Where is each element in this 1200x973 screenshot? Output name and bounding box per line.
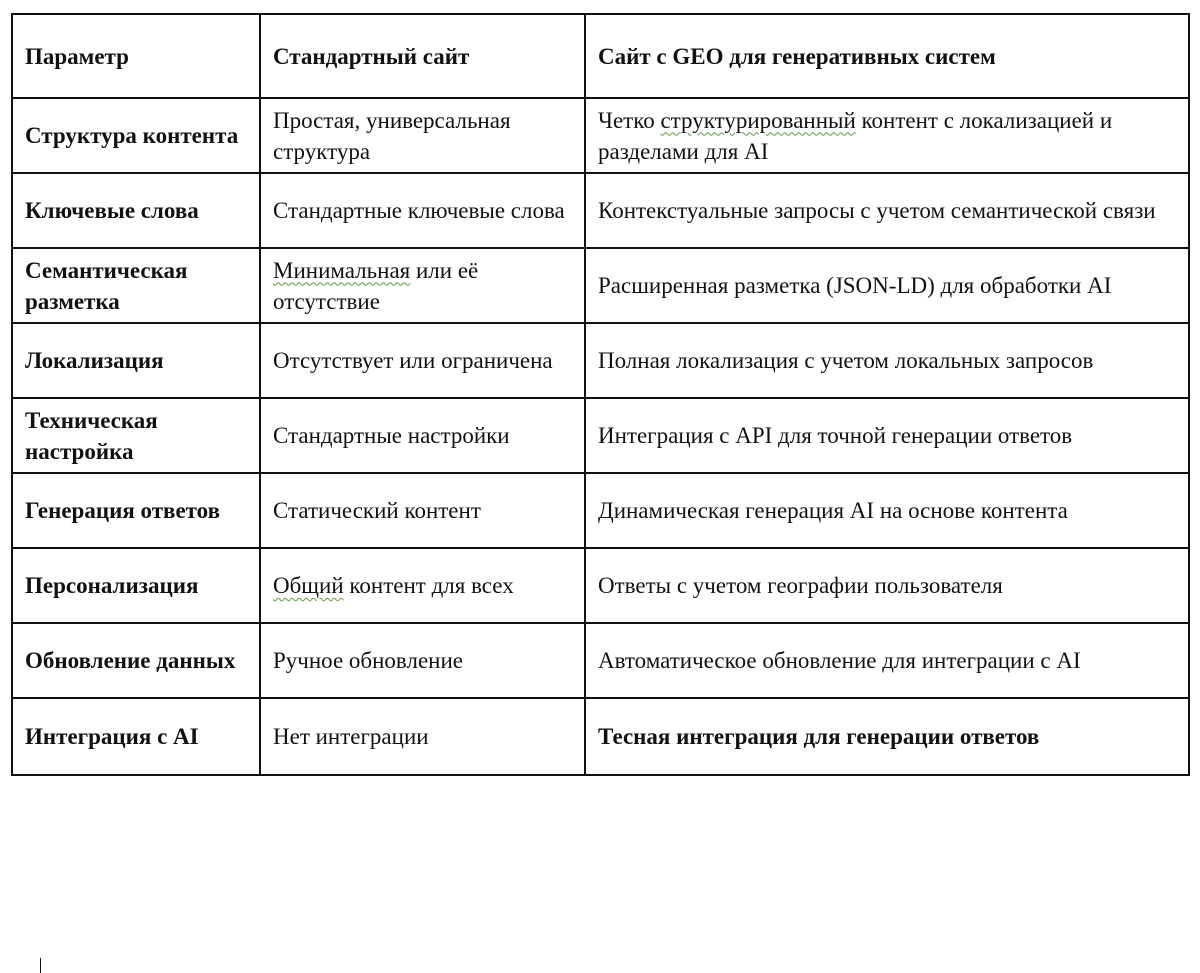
param-cell: Локализация [12,323,260,398]
standard-cell: Статический контент [260,473,585,548]
standard-cell-text-end: контент для всех [343,573,514,598]
standard-cell-text-end: или её отсутствие [273,257,479,314]
standard-cell: Стандартные настройки [260,398,585,473]
param-cell: Ключевые слова [12,173,260,248]
table-row [12,698,1189,775]
geo-cell: Полная локализация с учетом локальных запросов [585,323,1189,398]
geo-cell: Расширенная разметка (JSON-LD) для обработки AI [585,248,1189,323]
standard-cell: Простая, универсальная структура [260,98,585,173]
header-geo-site: Сайт с GEO для генеративных систем [585,14,1189,98]
param-cell: Генерация ответов [12,473,260,548]
table-row [12,248,1189,323]
geo-cell: Интеграция с API для точной генерации ответов [585,398,1189,473]
header-parameter: Параметр [12,14,260,98]
geo-cell [585,98,1189,173]
standard-cell: Нет интеграции [260,698,585,775]
standard-cell: Отсутствует или ограничена [260,323,585,398]
geo-cell-text-start: Четко [598,107,661,133]
geo-cell: Контекстуальные запросы с учетом семантической связи [585,173,1189,248]
standard-cell: Стандартные ключевые слова [260,173,585,248]
table-row [12,473,1189,548]
standard-cell [260,548,585,623]
table-row [12,548,1189,623]
table-header-row [12,14,1189,98]
param-cell: Персонализация [12,548,260,623]
geo-cell: Динамическая генерация AI на основе контента [585,473,1189,548]
table-row [12,398,1189,473]
param-cell: Структура контента [12,98,260,173]
param-cell: Интеграция с AI [12,698,260,775]
table-row [12,98,1189,173]
spellcheck-marked-word: Минимальная [273,257,411,283]
table-row [12,173,1189,248]
geo-cell: Ответы с учетом географии пользователя [585,548,1189,623]
geo-cell-text-end: контент с локализацией и разделами для AI [598,107,1113,164]
param-cell: Семантическая разметка [12,248,260,323]
geo-cell: Тесная интеграция для генерации ответов [585,698,1189,775]
geo-cell: Автоматическое обновление для интеграции с AI [585,623,1189,698]
table-row [12,323,1189,398]
standard-cell: Ручное обновление [260,623,585,698]
param-cell: Обновление данных [12,623,260,698]
spellcheck-marked-word: Общий [273,573,344,598]
standard-cell [260,248,585,323]
comparison-table [11,13,1190,776]
spellcheck-marked-word: структурированный [660,107,856,133]
table-row [12,623,1189,698]
header-standard-site: Стандартный сайт [260,14,585,98]
text-cursor [40,958,41,973]
param-cell: Техническая настройка [12,398,260,473]
